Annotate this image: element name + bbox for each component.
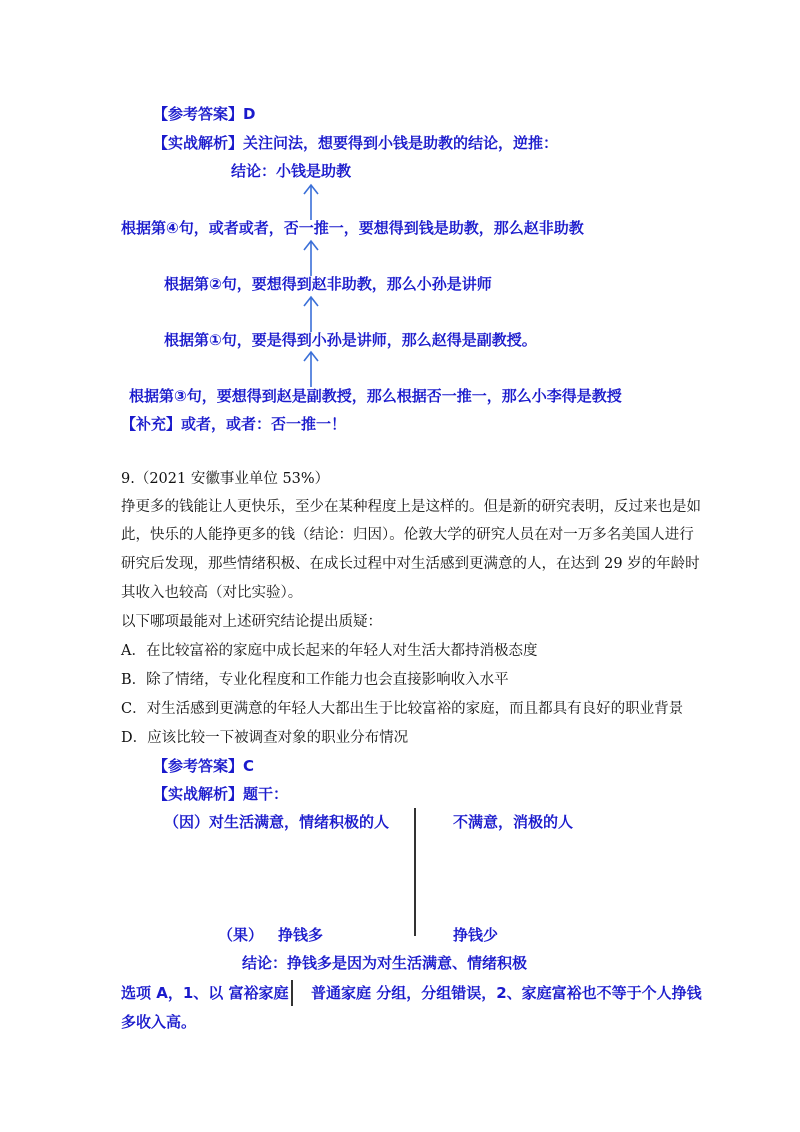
chain-step-4: 根据第④句，或者或者，否一推一，要想得到钱是助教，那么赵非助教 bbox=[121, 219, 584, 237]
question-stem-line: 此，快乐的人能挣更多的钱（结论：归因）。伦敦大学的研究人员在对一万多名美国人进行 bbox=[121, 527, 694, 543]
up-arrow-icon bbox=[301, 239, 321, 277]
grouping-divider bbox=[291, 980, 293, 1006]
option-b: B．除了情绪，专业化程度和工作能力也会直接影响收入水平 bbox=[121, 672, 509, 688]
answer-label-q9: 【参考答案】C bbox=[153, 757, 255, 775]
table-left-top: （因）对生活满意，情绪积极的人 bbox=[164, 813, 390, 831]
analysis-label-prev: 【实战解析】关注问法，想要得到小钱是助教的结论，逆推： bbox=[153, 134, 559, 152]
analysis-label-q9: 【实战解析】题干： bbox=[153, 785, 289, 803]
question-stem-line: 研究后发现，那些情绪积极、在成长过程中对生活感到更满意的人，在达到 29 岁的年龄时 bbox=[121, 556, 700, 572]
question-prompt: 以下哪项最能对上述研究结论提出质疑： bbox=[121, 614, 382, 630]
up-arrow-icon bbox=[301, 350, 321, 388]
option-c: C．对生活感到更满意的年轻人大都出生于比较富裕的家庭，而且都具有良好的职业背景 bbox=[121, 701, 684, 717]
up-arrow-icon bbox=[301, 295, 321, 333]
conclusion-line: 结论：挣钱多是因为对生活满意、情绪积极 bbox=[242, 954, 528, 972]
up-arrow-icon bbox=[301, 183, 321, 221]
supplement-note: 【补充】或者，或者：否一推一！ bbox=[121, 415, 347, 433]
table-right-top: 不满意，消极的人 bbox=[453, 813, 574, 831]
chain-step-1: 根据第①句，要是得到小孙是讲师，那么赵得是副教授。 bbox=[164, 331, 537, 349]
explanation-line-1b: 普通家庭 分组，分组错误，2、家庭富裕也不等于个人挣钱 bbox=[311, 984, 702, 1002]
explanation-line-2: 多收入高。 bbox=[121, 1013, 197, 1031]
table-right-bottom: 挣钱少 bbox=[453, 926, 499, 944]
answer-label-prev: 【参考答案】D bbox=[153, 105, 256, 123]
option-d: D．应该比较一下被调查对象的职业分布情况 bbox=[121, 730, 409, 746]
question-header: 9.（2021 安徽事业单位 53%） bbox=[121, 471, 330, 487]
option-a: A．在比较富裕的家庭中成长起来的年轻人对生活大都持消极态度 bbox=[121, 643, 538, 659]
chain-conclusion: 结论：小钱是助教 bbox=[231, 162, 352, 180]
chain-step-2: 根据第②句，要想得到赵非助教，那么小孙是讲师 bbox=[164, 275, 492, 293]
table-divider bbox=[414, 808, 416, 936]
table-left-bottom: 挣钱多 bbox=[278, 926, 324, 944]
question-stem-line: 挣更多的钱能让人更快乐，至少在某种程度上是这样的。但是新的研究表明，反过来也是如 bbox=[121, 499, 701, 515]
explanation-line-1a: 选项 A，1、以 富裕家庭 bbox=[121, 984, 289, 1002]
table-left-bottom-label: （果） bbox=[218, 926, 264, 944]
question-stem-line: 其收入也较高（对比实验）。 bbox=[121, 585, 303, 601]
chain-step-3: 根据第③句，要想得到赵是副教授，那么根据否一推一，那么小李得是教授 bbox=[129, 387, 622, 405]
